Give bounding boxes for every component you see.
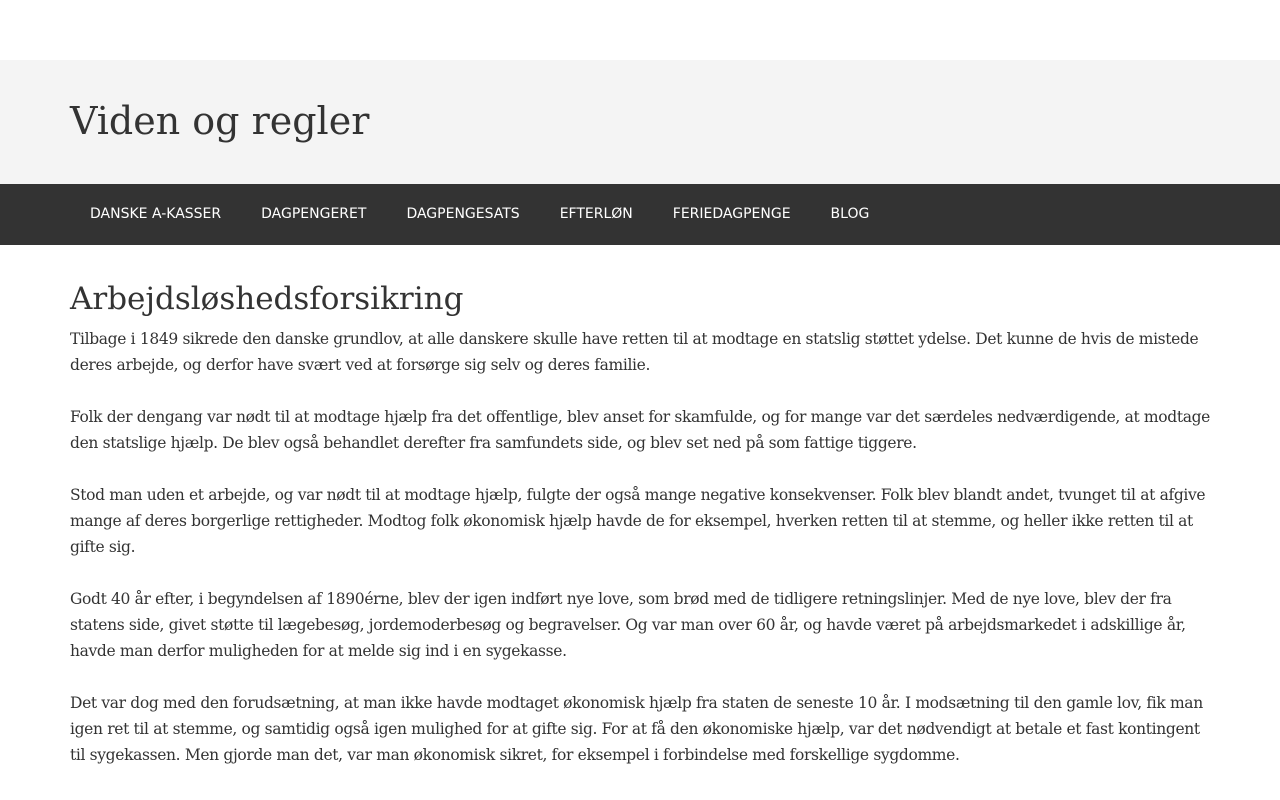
- top-spacer: [0, 0, 1280, 60]
- site-title-link[interactable]: Viden og regler: [70, 99, 370, 143]
- nav-item-dagpengeret[interactable]: DAGPENGERET: [261, 206, 367, 222]
- nav-item-dagpengesats[interactable]: DAGPENGESATS: [406, 206, 520, 222]
- page-title: Arbejdsløshedsforsikring: [70, 281, 464, 317]
- nav-item-efterlon[interactable]: EFTERLØN: [559, 206, 633, 222]
- nav-item-blog[interactable]: BLOG: [830, 206, 870, 222]
- article-paragraph: Godt 40 år efter, i begyndelsen af 1890érne, blev der igen indført nye love, som brød med de tidligere retningslinjer. Med de nye love, blev der fra statens side, givet støtte til lægebesøg, jordemoderbesøg og begravelser. Og var man over 60 år, og havde været på arbejdsmarkedet i adskillige år, havde man derfor muligheden for at melde sig ind i en sygekasse.: [70, 590, 1186, 661]
- article-body: [70, 326, 1210, 768]
- main-content: [0, 245, 1280, 768]
- nav-item-feriedagpenge[interactable]: FERIEDAGPENGE: [672, 206, 791, 222]
- article-paragraph: Tilbage i 1849 sikrede den danske grundlov, at alle danskere skulle have retten til at modtage en statslig støttet ydelse. Det kunne de hvis de mistede deres arbejde, og derfor have svært ved at forsørge sig selv og deres familie.: [70, 330, 1199, 375]
- main-navigation: [0, 184, 1280, 245]
- article-paragraph: Stod man uden et arbejde, og var nødt til at modtage hjælp, fulgte der også mange negative konsekvenser. Folk blev blandt andet, tvunget til at afgive mange af deres borgerlige rettigheder. Modtog folk økonomisk hjælp havde de for eksempel, hverken retten til at stemme, og heller ikke retten til at gifte sig.: [70, 486, 1206, 557]
- article-paragraph: Det var dog med den forudsætning, at man ikke havde modtaget økonomisk hjælp fra staten de seneste 10 år. I modsætning til den gamle lov, fik man igen ret til at stemme, og samtidig også igen mulighed for at gifte sig. For at få den økonomiske hjælp, var det nødvendigt at betale et fast kontingent til sygekassen. Men gjorde man det, var man økonomisk sikret, for eksempel i forbindelse med forskellige sygdomme.: [70, 694, 1203, 765]
- site-header: [0, 60, 1280, 184]
- article-paragraph: Folk der dengang var nødt til at modtage hjælp fra det offentlige, blev anset for skamfulde, og for mange var det særdeles nedværdigende, at modtage den statslige hjælp. De blev også behandlet derefter fra samfundets side, og blev set ned på som fattige tiggere.: [70, 408, 1210, 453]
- nav-item-danske-a-kasser[interactable]: DANSKE A-KASSER: [90, 206, 222, 222]
